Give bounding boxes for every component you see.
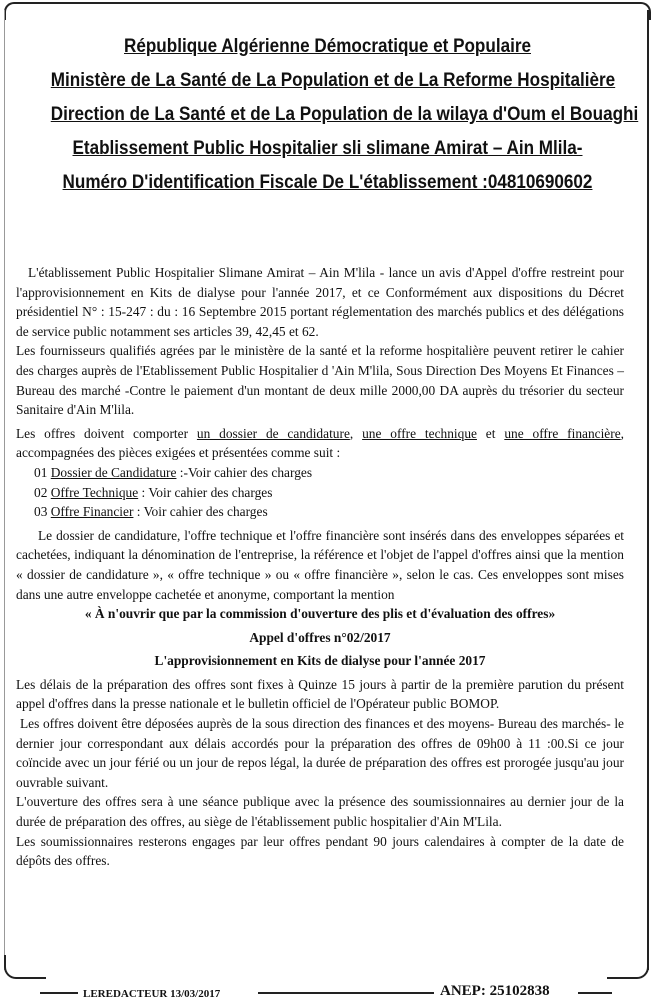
paragraph-suppliers: Les fournisseurs qualifiés agrées par le ministère de la santé et la reforme hospitalière peuvent retirer le cahier des charges auprès de l'Etablissement Public Hospitalier d 'Ain M'lila, Sous Direction Des Moyens Et Finances – Bureau des marché -Contre le paiement d'un montant de deux mille 2000,00 DA auprès du trésorier du secteur Sanitaire d'Ain M'lila. (16, 343, 624, 418)
list-item (16, 463, 624, 483)
list-rest: : Voir cahier des charges (133, 504, 268, 520)
footer-rule-right (578, 992, 612, 994)
paragraph-opening: L'ouverture des offres sera à une séance publique avec la présence des soumissionnaires au dernier jour de la durée de préparation des offres, au siège de l'établissement public hospitalier d'Ain M'Lila. (16, 794, 624, 830)
header-tax-id: Numéro D'identification Fiscale De L'établissement :04810690602 (62, 172, 593, 193)
list-rest: :-Voir cahier des charges (176, 464, 313, 480)
tender-number: Appel d'offres n°02/2017 (249, 629, 391, 645)
list-label: Offre Financier (50, 504, 134, 520)
header-establishment: Etablissement Public Hospitalier sli slimane Amirat – Ain Mlila- (72, 138, 583, 159)
offers-text-end: , accompagnées des pièces exigées et présentées comme suit : (16, 425, 625, 461)
offers-text-start: Les offres doivent comporter (16, 425, 197, 441)
header-ministry: Ministère de La Santé de La Population et de La Reforme Hospitalière (50, 70, 616, 91)
frame-right-border (647, 10, 649, 970)
list-num: 01 (34, 464, 51, 480)
paragraph-offers (16, 424, 624, 463)
header-direction: Direction de La Santé et de La Population de la wilaya d'Oum el Bouaghi (50, 104, 639, 125)
offers-technique: une offre technique (362, 425, 477, 441)
list-item (16, 483, 624, 503)
frame-left-border (4, 10, 5, 970)
list-label: Dossier de Candidature (50, 464, 177, 480)
footer-anep: ANEP: 25102838 (440, 983, 550, 999)
offers-sep-1: , (349, 425, 363, 441)
list-num: 03 (34, 504, 51, 520)
footer-rule-left (40, 992, 78, 994)
list-label: Offre Technique (50, 484, 139, 500)
paragraph-deposit: Les offres doivent être déposées auprès de la sous direction des finances et des moyens- Bureau des marchés- le dernier jour correspondant aux délais accordés pour la préparation des offres de 09h00 à 11 :00.Si ce jour coïncide avec un jour férié ou un jour de repos légal, la durée de préparation des offres est prorogée jusqu'au jour ouvrable suivant. (16, 716, 624, 790)
offers-sep-2: et (476, 425, 505, 441)
list-rest: : Voir cahier des charges (138, 484, 273, 500)
list-num: 02 (34, 484, 51, 500)
paragraph-envelopes: Le dossier de candidature, l'offre technique et l'offre financière sont insérés dans des enveloppes séparées et cachetées, indiquant la dénomination de l'entreprise, la référence et l'objet de l'appel d'offres ainsi que la mention « dossier de candidature », « offre technique » ou « offre financière », selon le cas. Ces enveloppes sont mises dans une autre enveloppe cachetée et anonyme, comportant la mention (16, 527, 624, 602)
paragraph-intro: L'établissement Public Hospitalier Slimane Amirat – Ain M'lila - lance un avis d'Appel d'offre restreint pour l'approvisionnement en Kits de dialyse pour l'année 2017, et ce Conformément aux dispositions du Décret présidentiel N° : 15-247 : du : 16 Septembre 2015 portant réglementation des marchés publics et des délégations de service public notamment ses articles 39, 42,45 et 62. (16, 265, 624, 339)
offers-financiere: une offre financière (504, 425, 621, 441)
notice-body (16, 263, 624, 871)
offers-candidature: un dossier de candidature (196, 425, 350, 441)
header-republic: République Algérienne Démocratique et Populaire (124, 36, 531, 57)
paragraph-deadlines: Les délais de la préparation des offres sont fixes à Quinze 15 jours à partir de la première parution du présent appel d'offres dans la presse nationale et le bulletin officiel de l'Opérateur public BOMOP. (16, 676, 624, 712)
footer-rule-middle (258, 992, 434, 994)
tender-subject: L'approvisionnement en Kits de dialyse pour l'année 2017 (154, 653, 486, 669)
document-header (20, 30, 639, 200)
mention-do-not-open: « À n'ouvrir que par la commission d'ouverture des plis et d'évaluation des offres» (84, 606, 556, 622)
footer-redacteur: LEREDACTEUR 13/03/2017 (83, 988, 221, 1000)
paragraph-validity: Les soumissionnaires resterons engages par leur offres pendant 90 jours calendaires à compter de la date de dépôts des offres. (16, 833, 624, 869)
document-footer (0, 975, 655, 1003)
list-item (16, 502, 624, 522)
frame-top-border (4, 2, 651, 20)
